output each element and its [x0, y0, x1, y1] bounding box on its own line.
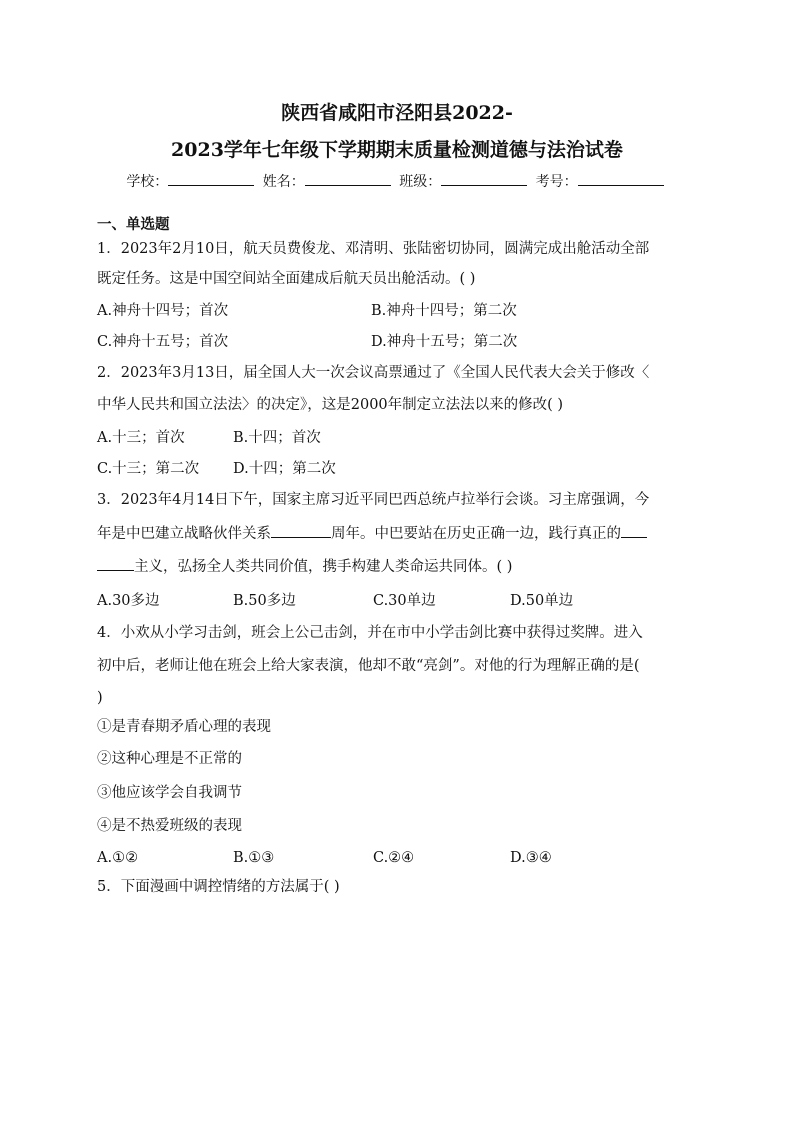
q2-option-c: C.十三；第二次: [97, 461, 200, 477]
q1-option-d: D.神舟十五号；第二次: [371, 334, 518, 350]
q1-option-a: A.神舟十四号；首次: [97, 303, 229, 319]
q3-option-c: C.30单边: [373, 593, 436, 609]
exam-number-label: 考号：: [535, 174, 578, 190]
q4-statement-2: ②这种心理是不正常的: [97, 751, 242, 767]
q2-stem-line-1: 2．2023年3月13日，届全国人大一次会议高票通过了《全国人民代表大会关于修改〈: [97, 365, 650, 381]
q5-stem-line-1: 5．下面漫画中调控情绪的方法属于( ): [97, 879, 340, 895]
q4-statement-3: ③他应该学会自我调节: [97, 785, 242, 801]
q1-option-c: C.神舟十五号；首次: [97, 334, 229, 350]
q4-stem-line-2: 初中后，老师让他在班会上给大家表演，他却不敢“亮剑”。对他的行为理解正确的是(: [97, 658, 640, 674]
q2-option-b: B.十四；首次: [233, 430, 321, 446]
exam-title-line-2: 2023学年七年级下学期期末质量检测道德与法治试卷: [171, 139, 623, 161]
q1-stem-line-2: 既定任务。这是中国空间站全面建成后航天员出舱活动。( ): [97, 271, 476, 287]
q3-option-b: B.50多边: [233, 593, 296, 609]
q4-option-c: C.②④: [373, 850, 415, 866]
q2-option-d: D.十四；第二次: [233, 461, 336, 477]
q1-stem-line-1: 1．2023年2月10日，航天员费俊龙、邓清明、张陆密切协同，圆满完成出舱活动全部: [97, 241, 650, 257]
q4-option-a: A.①②: [97, 850, 139, 866]
q3-stem-line-1: 3．2023年4月14日下午，国家主席习近平同巴西总统卢拉举行会谈。习主席强调，今: [97, 492, 650, 508]
q3-stem-line-2-part-b: 周年。中巴要站在历史正确一边，践行真正的: [331, 526, 621, 542]
name-blank: [305, 172, 391, 186]
q3-option-d: D.50单边: [510, 593, 574, 609]
q2-option-a: A.十三；首次: [97, 430, 185, 446]
class-label: 班级：: [399, 174, 442, 190]
name-label: 姓名：: [262, 174, 305, 190]
school-blank: [168, 172, 254, 186]
student-info-line: [0, 172, 794, 192]
school-label: 学校：: [126, 174, 169, 190]
q4-stem-line-1: 4．小欢从小学习击剑，班会上公己击剑，并在市中小学击剑比赛中获得过奖牌。进入: [97, 625, 643, 641]
q4-stem-line-3: ): [97, 690, 103, 706]
q4-option-b: B.①③: [233, 850, 275, 866]
q1-option-b: B.神舟十四号；第二次: [371, 303, 517, 319]
q3-blank-2-start: [621, 523, 647, 538]
q3-blank-2-end: [97, 556, 134, 571]
q2-stem-line-2: 中华人民共和国立法法〉的决定》，这是2000年制定立法法以来的修改( ): [97, 397, 564, 413]
q4-option-d: D.③④: [510, 850, 552, 866]
q4-statement-4: ④是不热爱班级的表现: [97, 818, 242, 834]
section-heading-single-choice: 一、单选题: [97, 216, 170, 233]
class-blank: [441, 172, 527, 186]
q3-stem-line-3-text: 主义，弘扬全人类共同价值，携手构建人类命运共同体。( ): [134, 559, 513, 575]
q3-blank-1: [271, 523, 331, 538]
q3-option-a: A.30多边: [97, 593, 160, 609]
q3-stem-line-2: [97, 523, 647, 545]
q4-statement-1: ①是青春期矛盾心理的表现: [97, 719, 271, 735]
exam-title-line-1: 陕西省咸阳市泾阳县2022-: [281, 102, 513, 124]
exam-number-blank: [578, 172, 664, 186]
q3-stem-line-2-part-a: 年是中巴建立战略伙伴关系: [97, 526, 271, 542]
q3-stem-line-3: [97, 556, 512, 578]
